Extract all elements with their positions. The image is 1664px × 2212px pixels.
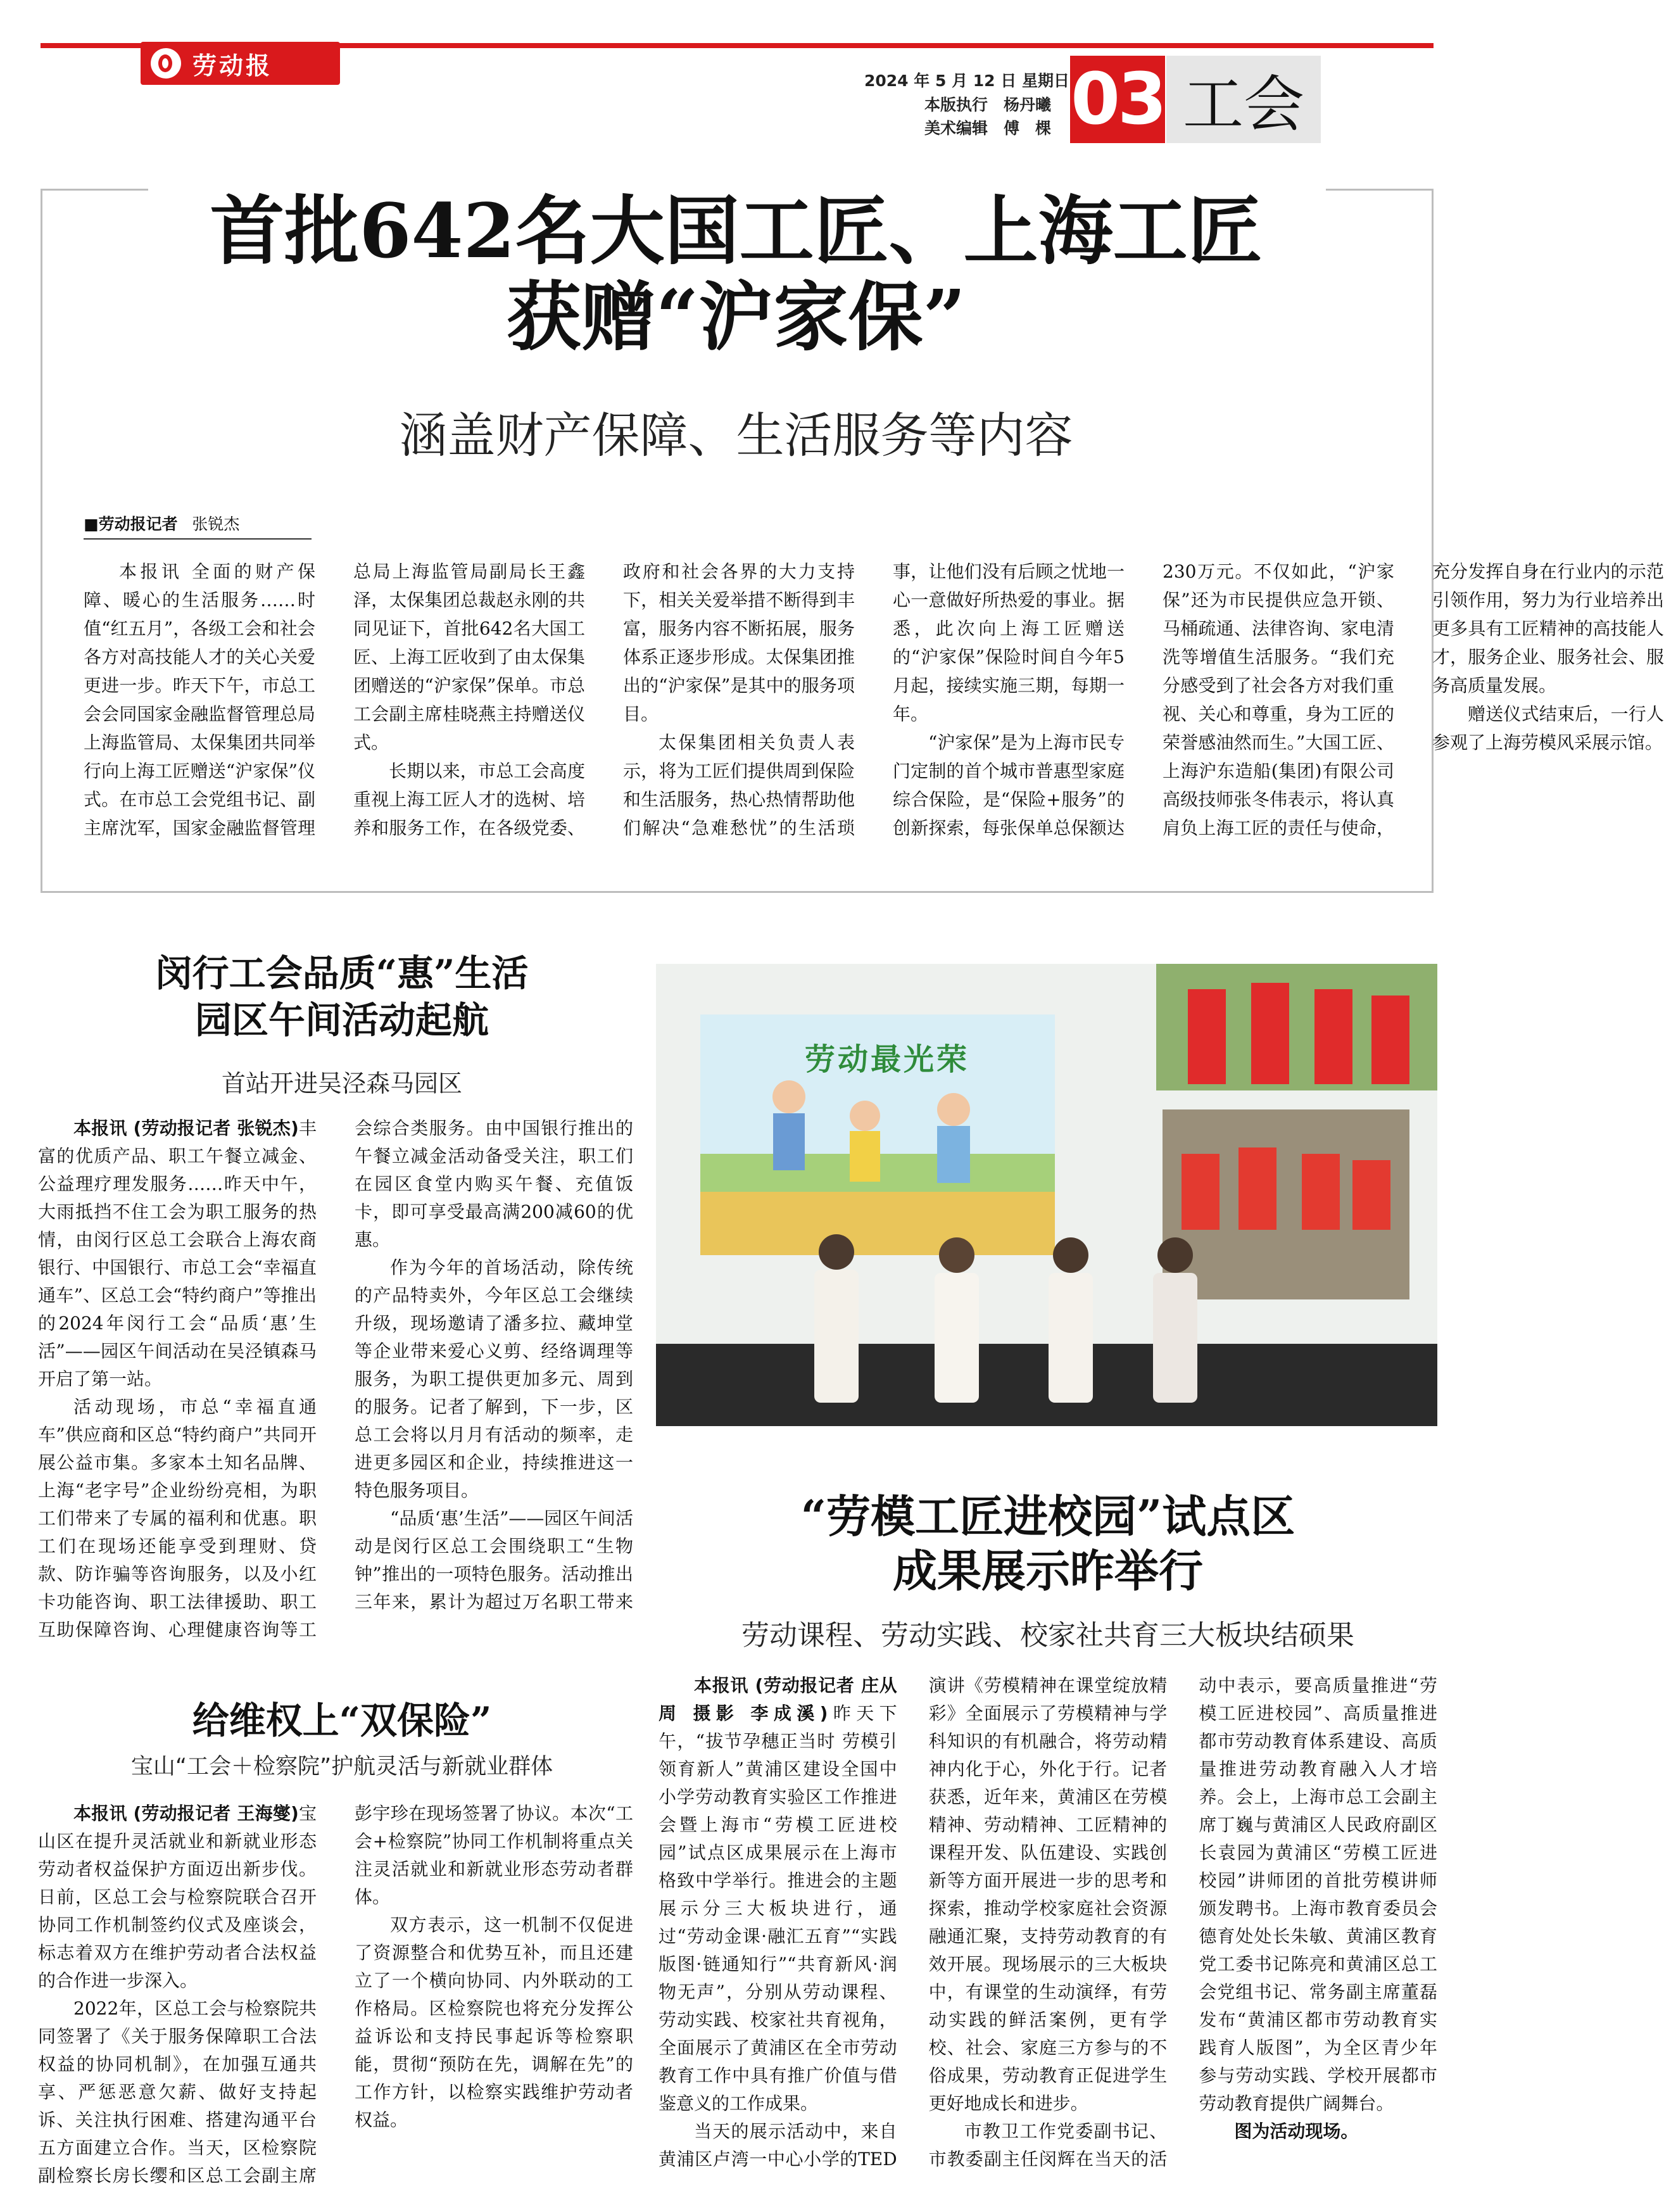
minhang-subtitle: 首站开进吴泾森马园区 [221, 1070, 462, 1097]
section-title: 工会 [1183, 68, 1304, 140]
lead-paragraph: 赠送仪式结束后，一行人参观了上海劳模风采展示馆。 [1432, 704, 1664, 753]
huangpu-paragraph: 市教卫工作党委副书记、市教委副主任闵辉在当天的活动中表示，要高质量推进“劳模工匠进校园”、高质量推进都市劳动教育体系建设、高质量推进劳动教育融入人才培养。会上，上海市总工会副主席丁巍与黄浦区人民政府副区长袁园为黄浦区“劳模工匠进校园”讲师团的首批劳模讲师颁发聘书。上海市教育委员会德育处处长朱敏、黄浦区教育党工委书记陈亮和黄浦区总工会党组书记、常务副主席董磊发布“黄浦区都市劳动教育实践育人版图”，为全区青少年参与劳动实践、学校开展都市劳动教育提供广阔舞台。 [928, 1675, 1437, 2170]
baoshan-body [38, 1800, 633, 2192]
editor-name: 杨丹曦 [1004, 96, 1052, 114]
page-number-box [1070, 56, 1165, 143]
minhang-body [38, 1115, 633, 1659]
section-box [1166, 56, 1321, 143]
minhang-paragraph: 丰富的优质产品、职工午餐立减金、公益理疗理发服务……昨天中午，大雨抵挡不住工会为职工服务的热情，由闵行区总工会联合上海农商银行、中国银行、市总工会“幸福直通车”、区总工会“特约商户”等推出的2024年闵行工会“品质‘惠’生活”——园区午间活动在吴泾镇森马开启了第一站。 [38, 1118, 317, 1389]
editor-line [924, 92, 1051, 115]
lead-title-line1: 首批642名大国工匠、上海工匠 [210, 187, 1263, 275]
baoshan-title: 给维权上“双保险” [192, 1699, 492, 1742]
huangpu-paragraph: 当天的展示活动中，来自黄浦区卢湾一中心小学的TED演讲《劳模精神在课堂绽放精彩》全面展示了劳模精神与学科知识的有机融合，将劳动精神内化于心，外化于行。记者获悉，近年来，黄浦区在劳模精神、劳动精神、工匠精神的课程开发、队伍建设、实践创新等方面开展进一步的思考和探索，推动学校家庭社会资源融通汇聚，支持劳动教育的有效开展。现场展示的三大板块中，有课堂的生动演绎，有劳动实践的鲜活案例，更有学校、社会、家庭三方参与的不俗成果，劳动教育正促进学生更好地成长和进步。 [659, 1675, 1168, 2170]
page-number: 03 [1071, 58, 1164, 141]
minhang-paragraph: 作为今年的首场活动，除传统的产品特卖外，今年区总工会继续升级，现场邀请了潘多拉、藏坤堂等企业带来爱心义剪、经络调理等服务，为职工提供更加多元、周到的服务。记者了解到，下一步，区总工会将以月月有活动的频率，走进更多园区和企业，持续推进这一特色服务项目。 [355, 1257, 633, 1501]
lead-byline-name: 张锐杰 [192, 515, 240, 533]
lead-paragraph: 本报讯 全面的财产保障、暖心的生活服务……时值“红五月”，各级工会和社会各方对高技能人才的关心关爱更进一步。昨天下午，市总工会会同国家金融监督管理总局上海监管局、太保集团共同举行向上海工匠赠送“沪家保”仪式。在市总工会党组书记、副主席沈军，国家金融监督管理总局上海监管局副局长王鑫泽，太保集团总裁赵永刚的共同见证下，首批642名大国工匠、上海工匠收到了由太保集团赠送的“沪家保”保单。市总工会副主席桂晓燕主持赠送仪式。 [84, 561, 585, 838]
lead-paragraph: “沪家保”是为上海市民专门定制的首个城市普惠型家庭综合保险，是“保险+服务”的创新探索，每张保单总保额达230万元。不仅如此，“沪家保”还为市民提供应急开锁、马桶疏通、法律咨询、家电清洗等增值生活服务。“我们充分感受到了社会各方对我们重视、关心和尊重，身为工匠的荣誉感油然而生。”大国工匠、上海沪东造船(集团)有限公司高级技师张冬伟表示，将认真肩负上海工匠的责任与使命，充分发挥自身在行业内的示范引领作用，努力为行业培养出更多具有工匠精神的高技能人才，服务企业、服务社会、服务高质量发展。 [893, 561, 1664, 838]
huangpu-lead-paragraph [659, 1672, 897, 2118]
huangpu-paragraph: 昨天下午，“拔节孕穗正当时 劳模引领育新人”黄浦区建设全国中小学劳动教育实验区工作推进会暨上海市“劳模工匠进校园”试点区成果展示在上海市格致中学举行。推进会的主题展示分三大板块进行，通过“劳动金课·融汇五育”“实践版图·链通知行”“共育新风·润物无声”，分别从劳动课程、劳动实践、校家社共育视角，全面展示了黄浦区在全市劳动教育工作中具有推广价值与借鉴意义的工作成果。 [659, 1703, 897, 2114]
baoshan-lead-paragraph [38, 1800, 317, 1995]
lead-byline-label: ■劳动报记者 [84, 515, 178, 533]
logo-text: 劳动报 [192, 51, 273, 80]
minhang-title-line1: 闵行工会品质“惠”生活 [155, 952, 529, 995]
baoshan-subtitle: 宝山“工会＋检察院”护航灵活与新就业群体 [130, 1754, 553, 1779]
lead-paragraph: 太保集团相关负责人表示，将为工匠们提供周到保险和生活服务，热心热情帮助他们解决“急难愁忧”的生活琐事，让他们没有后顾之忧地一心一意做好所热爱的事业。据悉，此次向上海工匠赠送的“沪家保”保险时间自今年5月起，接续实施三期，每期一年。 [623, 561, 1125, 838]
art-label: 美术编辑 [924, 119, 988, 137]
logo-icon [151, 48, 181, 79]
huangpu-body [659, 1672, 1437, 2191]
poster-banner: 劳动最光荣 [805, 1042, 970, 1077]
editor-label: 本版执行 [924, 96, 988, 114]
huangpu-title-line2: 成果展示昨举行 [893, 1545, 1203, 1597]
baoshan-paragraph: 宝山区在提升灵活就业和新就业形态劳动者权益保护方面迈出新步伐。日前，区总工会与检察院联合召开协同工作机制签约仪式及座谈会，标志着双方在维护劳动者合法权益的合作进一步深入。 [38, 1803, 317, 1991]
event-photo-illustration [656, 964, 1437, 1426]
minhang-paragraph: “品质‘惠’生活”——园区午间活动是闵行区总工会围绕职工“生物钟”推出的一项特色服务。活动推出三年来，累计为超过万名职工带来 [355, 1508, 633, 1612]
photo-caption: 图为活动现场。 [1234, 2121, 1359, 2142]
minhang-paragraph: 活动现场，市总“幸福直通车”供应商和区总“特约商户”共同开展公益市集。多家本土知名品牌、上海“老字号”企业纷纷亮相，为职工们带来了专属的福利和优惠。职工们在现场还能享受到理财、贷款、防诈骗等咨询服务，以及小红卡功能咨询、职工法律援助、职工互助保障咨询、心理健康咨询等工会综合类服务。由中国银行推出的午餐立减金活动备受关注，职工们在园区食堂内购买午餐、充值饭卡，即可享受最高满200减60的优惠。 [38, 1118, 633, 1640]
lead-paragraph: 长期以来，市总工会高度重视上海工匠人才的选树、培养和服务工作，在各级党委、政府和社会各界的大力支持下，相关关爱举措不断得到丰富，服务内容不断拓展，服务体系正逐步形成。太保集团推出的“沪家保”是其中的服务项目。 [353, 561, 855, 838]
baoshan-paragraph: 双方表示，这一机制不仅促进了资源整合和优势互补，而且还建立了一个横向协同、内外联动的工作格局。区检察院也将充分发挥公益诉讼和支持民事起诉等检察职能，贯彻“预防在先，调解在先”的工作方针，以检察实践维护劳动者权益。 [355, 1914, 633, 2130]
art-editor-line [924, 116, 1051, 139]
issue-date: 2024 年 5 月 12 日 星期日 [864, 72, 1069, 90]
lead-body [84, 557, 1664, 864]
huangpu-byline: 本报讯 (劳动报记者 庄从周 摄影 李成溪) [659, 1675, 897, 1724]
event-photo [656, 964, 1437, 1426]
lead-title-line2: 获赠“沪家保” [506, 273, 966, 361]
lead-byline [84, 512, 312, 540]
minhang-title-line2: 园区午间活动起航 [194, 999, 489, 1042]
huangpu-subtitle: 劳动课程、劳动实践、校家社共育三大板块结硕果 [741, 1619, 1354, 1652]
minhang-byline: 本报讯 (劳动报记者 张锐杰) [73, 1118, 299, 1139]
huangpu-title-line1: “劳模工匠进校园”试点区 [800, 1490, 1295, 1543]
baoshan-paragraph: 2022年，区总工会与检察院共同签署了《关于服务保障职工合法权益的协同机制》，在加强互通共享、严惩恶意欠薪、做好支持起诉、关注执行困难、搭建沟通平台五方面建立合作。当天，区检察院副检察长房长缨和区总工会副主席彭宇珍在现场签署了协议。本次“工会+检察院”协同工作机制将重点关注灵活就业和新就业形态劳动者群体。 [38, 1803, 633, 2186]
lead-subtitle: 涵盖财产保障、生活服务等内容 [399, 407, 1073, 464]
minhang-lead-paragraph [38, 1115, 317, 1393]
art-name: 傅 棵 [1004, 119, 1052, 137]
baoshan-byline: 本报讯 (劳动报记者 王海燮) [73, 1803, 299, 1824]
logo-block [141, 42, 340, 85]
